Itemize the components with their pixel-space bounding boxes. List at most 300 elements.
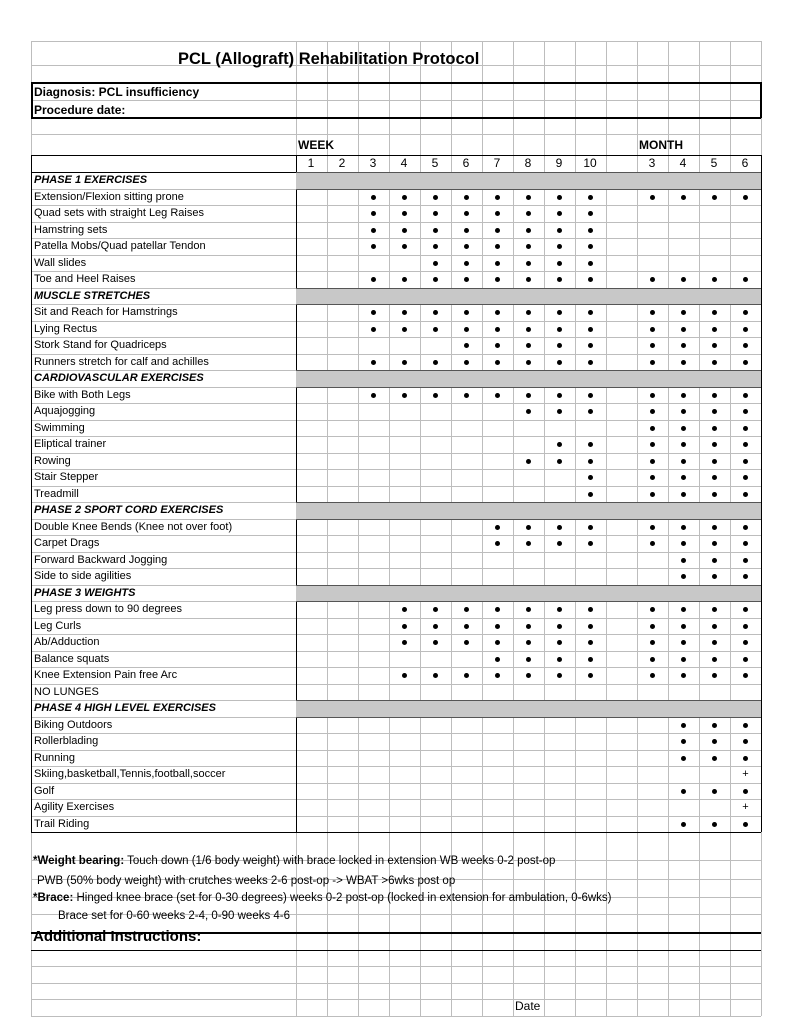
schedule-dot (464, 244, 469, 249)
schedule-dot (526, 343, 531, 348)
thick-border (296, 155, 297, 832)
schedule-dot (650, 343, 655, 348)
schedule-dot (712, 574, 717, 579)
schedule-dot (712, 640, 717, 645)
schedule-dot (495, 277, 500, 282)
schedule-dot (464, 195, 469, 200)
schedule-dot (526, 541, 531, 546)
schedule-dot (371, 310, 376, 315)
schedule-dot (743, 277, 748, 282)
schedule-dot (650, 409, 655, 414)
schedule-dot (433, 673, 438, 678)
section-heading: PHASE 4 HIGH LEVEL EXERCISES (34, 702, 216, 714)
exercise-label: Stair Stepper (34, 471, 99, 483)
schedule-dot (681, 558, 686, 563)
procedure-date-label: Procedure date: (34, 103, 126, 117)
schedule-dot (433, 195, 438, 200)
section-shade (296, 585, 761, 603)
schedule-dot (743, 723, 748, 728)
grid-hline (31, 41, 761, 42)
grid-hline (31, 222, 761, 223)
exercise-label: Runners stretch for calf and achilles (34, 355, 209, 368)
schedule-dot (743, 822, 748, 827)
schedule-dot (588, 228, 593, 233)
schedule-dot (402, 640, 407, 645)
weight-bearing-note (33, 855, 555, 867)
schedule-dot (588, 673, 593, 678)
schedule-dot (681, 525, 686, 530)
schedule-dot (402, 327, 407, 332)
schedule-dot (743, 310, 748, 315)
schedule-dot (650, 360, 655, 365)
brace-text: Hinged knee brace (set for 0-30 degrees) weeks 0-2 post-op (locked in extension for ambulation, 0-6wks) (73, 892, 612, 904)
week-header: WEEK (298, 138, 334, 152)
schedule-dot (495, 228, 500, 233)
schedule-dot (371, 393, 376, 398)
section-heading: PHASE 1 EXERCISES (34, 174, 148, 186)
column-number-week: 9 (555, 156, 563, 170)
schedule-dot (433, 228, 438, 233)
schedule-dot (526, 409, 531, 414)
schedule-dot (526, 211, 531, 216)
schedule-dot (681, 442, 686, 447)
schedule-dot (526, 393, 531, 398)
schedule-dot (526, 607, 531, 612)
section-shade (296, 288, 761, 306)
schedule-dot (681, 822, 686, 827)
schedule-dot (681, 426, 686, 431)
schedule-dot (743, 409, 748, 414)
schedule-dot (495, 673, 500, 678)
schedule-dot (743, 624, 748, 629)
schedule-dot (588, 277, 593, 282)
grid-hline (31, 999, 761, 1000)
exercise-label: Golf (34, 784, 55, 797)
section-heading: PHASE 2 SPORT CORD EXERCISES (34, 504, 224, 516)
section-shade (296, 502, 761, 520)
protocol-sheet (31, 41, 761, 1016)
exercise-label: Hamstring sets (34, 223, 108, 236)
brace-set-note: Brace set for 0-60 weeks 2-4, 0-90 weeks 4-6 (58, 910, 291, 922)
thick-border (31, 832, 761, 833)
section-shade (296, 700, 761, 718)
schedule-dot (402, 393, 407, 398)
schedule-dot (650, 525, 655, 530)
schedule-dot (526, 228, 531, 233)
column-number-week: 1 (307, 156, 315, 170)
grid-hline (31, 486, 761, 487)
exercise-label: Forward Backward Jogging (34, 553, 168, 566)
grid-hline (31, 816, 761, 817)
exercise-label: Running (34, 751, 75, 764)
schedule-dot (650, 657, 655, 662)
schedule-dot (433, 261, 438, 266)
schedule-dot (557, 277, 562, 282)
schedule-dot (495, 360, 500, 365)
schedule-dot (495, 327, 500, 332)
schedule-dot (402, 624, 407, 629)
schedule-dot (402, 211, 407, 216)
schedule-dot (650, 459, 655, 464)
grid-hline (31, 634, 761, 635)
schedule-dot (495, 310, 500, 315)
schedule-dot (712, 789, 717, 794)
schedule-dot (557, 607, 562, 612)
exercise-label: Double Knee Bends (Knee not over foot) (34, 520, 233, 533)
schedule-dot (743, 756, 748, 761)
schedule-dot (650, 541, 655, 546)
schedule-dot (588, 640, 593, 645)
column-number-week: 8 (524, 156, 532, 170)
thick-border (761, 155, 762, 832)
schedule-dot (650, 195, 655, 200)
date-label: Date (515, 999, 541, 1013)
exercise-label: Rollerblading (34, 735, 99, 747)
schedule-dot (712, 673, 717, 678)
thick-border (760, 82, 762, 118)
schedule-dot (557, 343, 562, 348)
exercise-label: Stork Stand for Quadriceps (34, 339, 167, 351)
exercise-label: Quad sets with straight Leg Raises (34, 207, 204, 219)
schedule-dot (433, 327, 438, 332)
schedule-dot (650, 475, 655, 480)
schedule-dot (557, 360, 562, 365)
schedule-dot (433, 310, 438, 315)
schedule-dot (557, 244, 562, 249)
grid-hline (31, 983, 761, 984)
grid-hline (31, 420, 761, 421)
schedule-dot (588, 310, 593, 315)
schedule-dot (712, 343, 717, 348)
schedule-dot (743, 360, 748, 365)
schedule-dot (557, 409, 562, 414)
schedule-dot (526, 640, 531, 645)
section-shade (296, 172, 761, 190)
schedule-dot (433, 607, 438, 612)
schedule-dot (588, 211, 593, 216)
exercise-label: Knee Extension Pain free Arc (34, 669, 178, 681)
exercise-label: NO LUNGES (34, 685, 99, 698)
grid-hline (31, 618, 761, 619)
brace-note (33, 892, 612, 904)
schedule-dot (681, 789, 686, 794)
schedule-dot (495, 393, 500, 398)
exercise-label: Aquajogging (34, 405, 96, 417)
exercise-label: Trail Riding (34, 817, 90, 830)
schedule-dot (712, 822, 717, 827)
brace-label: *Brace: (33, 892, 74, 904)
schedule-dot (681, 409, 686, 414)
schedule-dot (433, 244, 438, 249)
schedule-dot (681, 756, 686, 761)
schedule-dot (526, 657, 531, 662)
schedule-dot (402, 360, 407, 365)
grid-hline (31, 966, 761, 967)
schedule-dot (588, 244, 593, 249)
schedule-dot (495, 244, 500, 249)
exercise-label: Lying Rectus (34, 322, 98, 335)
schedule-dot (557, 211, 562, 216)
schedule-dot (743, 657, 748, 662)
weight-bearing-label: *Weight bearing: (33, 855, 125, 867)
schedule-dot (743, 492, 748, 497)
schedule-dot (650, 426, 655, 431)
schedule-dot (588, 657, 593, 662)
schedule-dot (464, 673, 469, 678)
schedule-dot (588, 459, 593, 464)
schedule-dot (526, 277, 531, 282)
schedule-dot (588, 360, 593, 365)
schedule-dot (712, 558, 717, 563)
section-shade (296, 370, 761, 388)
grid-hline (31, 733, 761, 734)
schedule-dot (681, 195, 686, 200)
grid-hline (31, 750, 761, 751)
schedule-dot (650, 442, 655, 447)
schedule-dot (464, 343, 469, 348)
schedule-dot (681, 459, 686, 464)
schedule-dot (712, 442, 717, 447)
schedule-dot (588, 195, 593, 200)
schedule-dot (712, 310, 717, 315)
thick-border (31, 155, 32, 832)
schedule-dot (743, 195, 748, 200)
column-number-week: 4 (400, 156, 408, 170)
grid-hline (31, 436, 761, 437)
schedule-dot (743, 525, 748, 530)
exercise-label: Rowing (34, 454, 71, 467)
schedule-dot (464, 261, 469, 266)
schedule-dot (557, 624, 562, 629)
grid-hline (31, 1016, 761, 1017)
schedule-dot (650, 310, 655, 315)
schedule-dot (712, 195, 717, 200)
schedule-dot (433, 640, 438, 645)
schedule-dot (371, 327, 376, 332)
thick-border (31, 82, 33, 118)
section-heading: CARDIOVASCULAR EXERCISES (34, 372, 204, 384)
schedule-dot (650, 393, 655, 398)
schedule-dot (464, 360, 469, 365)
schedule-dot (433, 211, 438, 216)
schedule-dot (433, 624, 438, 629)
diagnosis-label: Diagnosis: PCL insufficiency (34, 85, 200, 99)
schedule-dot (681, 475, 686, 480)
schedule-dot (712, 624, 717, 629)
schedule-dot (681, 739, 686, 744)
schedule-dot (526, 327, 531, 332)
schedule-dot (712, 739, 717, 744)
exercise-label: Leg Curls (34, 619, 82, 632)
schedule-dot (650, 607, 655, 612)
schedule-dot (712, 607, 717, 612)
schedule-dot (464, 211, 469, 216)
schedule-dot (650, 327, 655, 332)
column-number-week: 7 (493, 156, 501, 170)
schedule-dot (402, 673, 407, 678)
grid-hline (31, 403, 761, 404)
grid-hline (31, 684, 761, 685)
exercise-label: Wall slides (34, 256, 87, 269)
schedule-dot (526, 360, 531, 365)
schedule-dot (588, 492, 593, 497)
schedule-dot (464, 327, 469, 332)
exercise-label: Patella Mobs/Quad patellar Tendon (34, 240, 206, 252)
schedule-dot (743, 393, 748, 398)
grid-hline (31, 100, 761, 101)
schedule-dot (712, 327, 717, 332)
schedule-dot (588, 624, 593, 629)
column-number-week: 10 (583, 156, 597, 170)
schedule-dot (650, 624, 655, 629)
schedule-dot (712, 492, 717, 497)
schedule-plus: + (742, 768, 749, 780)
page-title: PCL (Allograft) Rehabilitation Protocol (178, 50, 480, 68)
exercise-label: Ab/Adduction (34, 636, 100, 648)
schedule-dot (743, 739, 748, 744)
schedule-dot (495, 261, 500, 266)
column-number-month: 6 (741, 156, 749, 170)
schedule-dot (743, 327, 748, 332)
schedule-dot (712, 723, 717, 728)
schedule-dot (557, 442, 562, 447)
schedule-dot (526, 261, 531, 266)
schedule-dot (495, 657, 500, 662)
schedule-dot (743, 442, 748, 447)
schedule-dot (588, 409, 593, 414)
exercise-label: Extension/Flexion sitting prone (34, 190, 184, 203)
schedule-dot (681, 343, 686, 348)
schedule-dot (402, 310, 407, 315)
schedule-dot (681, 607, 686, 612)
exercise-label: Sit and Reach for Hamstrings (34, 306, 178, 318)
schedule-dot (464, 640, 469, 645)
grid-hline (31, 783, 761, 784)
grid-hline (31, 134, 761, 135)
schedule-dot (681, 723, 686, 728)
schedule-dot (681, 310, 686, 315)
schedule-plus: + (742, 801, 749, 813)
schedule-dot (681, 492, 686, 497)
schedule-dot (712, 393, 717, 398)
schedule-dot (402, 195, 407, 200)
grid-hline (31, 568, 761, 569)
schedule-dot (433, 360, 438, 365)
column-number-week: 2 (338, 156, 346, 170)
schedule-dot (681, 624, 686, 629)
exercise-label: Eliptical trainer (34, 438, 107, 450)
grid-hline (31, 651, 761, 652)
schedule-dot (743, 574, 748, 579)
schedule-dot (433, 277, 438, 282)
schedule-dot (588, 261, 593, 266)
schedule-dot (588, 475, 593, 480)
grid-hline (31, 255, 761, 256)
pwb-note: PWB (50% body weight) with crutches weeks 2-6 post-op -> WBAT >6wks post op (37, 875, 456, 887)
schedule-dot (650, 673, 655, 678)
schedule-dot (681, 657, 686, 662)
exercise-label: Leg press down to 90 degrees (34, 603, 182, 615)
exercise-label: Toe and Heel Raises (34, 273, 136, 285)
schedule-dot (743, 343, 748, 348)
schedule-dot (743, 558, 748, 563)
schedule-dot (588, 607, 593, 612)
exercise-label: Agility Exercises (34, 801, 115, 813)
grid-hline (31, 453, 761, 454)
exercise-label: Side to side agilities (34, 570, 132, 582)
schedule-dot (712, 541, 717, 546)
schedule-dot (557, 310, 562, 315)
exercise-label: Balance squats (34, 652, 110, 665)
schedule-dot (433, 393, 438, 398)
schedule-dot (371, 211, 376, 216)
schedule-dot (495, 624, 500, 629)
schedule-dot (464, 228, 469, 233)
additional-instructions-heading: Additional Instructions: (33, 928, 202, 945)
exercise-label: Bike with Both Legs (34, 388, 131, 401)
schedule-dot (526, 525, 531, 530)
schedule-dot (402, 244, 407, 249)
schedule-dot (650, 277, 655, 282)
column-number-month: 3 (648, 156, 656, 170)
schedule-dot (588, 327, 593, 332)
grid-hline (31, 799, 761, 800)
schedule-dot (557, 525, 562, 530)
column-number-week: 5 (431, 156, 439, 170)
grid-hline (31, 321, 761, 322)
schedule-dot (743, 475, 748, 480)
schedule-dot (743, 789, 748, 794)
schedule-dot (526, 624, 531, 629)
grid-hline (31, 535, 761, 536)
schedule-dot (557, 673, 562, 678)
month-header: MONTH (639, 138, 683, 152)
schedule-dot (495, 640, 500, 645)
schedule-dot (495, 525, 500, 530)
schedule-dot (402, 228, 407, 233)
schedule-dot (588, 343, 593, 348)
weight-bearing-text: Touch down (1/6 body weight) with brace locked in extension WB weeks 0-2 post-op (124, 855, 556, 867)
schedule-dot (464, 310, 469, 315)
schedule-dot (371, 360, 376, 365)
schedule-dot (557, 657, 562, 662)
schedule-dot (743, 673, 748, 678)
schedule-dot (464, 277, 469, 282)
grid-hline (31, 469, 761, 470)
schedule-dot (402, 607, 407, 612)
schedule-dot (495, 607, 500, 612)
schedule-dot (402, 277, 407, 282)
schedule-dot (371, 228, 376, 233)
schedule-dot (464, 607, 469, 612)
schedule-dot (681, 574, 686, 579)
schedule-dot (526, 459, 531, 464)
column-number-month: 4 (679, 156, 687, 170)
schedule-dot (495, 195, 500, 200)
schedule-dot (557, 195, 562, 200)
schedule-dot (526, 195, 531, 200)
schedule-dot (495, 541, 500, 546)
schedule-dot (681, 277, 686, 282)
schedule-dot (464, 393, 469, 398)
schedule-dot (743, 426, 748, 431)
schedule-dot (743, 640, 748, 645)
schedule-dot (371, 277, 376, 282)
exercise-label: Biking Outdoors (34, 718, 113, 731)
grid-hline (31, 271, 761, 272)
schedule-dot (464, 624, 469, 629)
schedule-dot (557, 327, 562, 332)
